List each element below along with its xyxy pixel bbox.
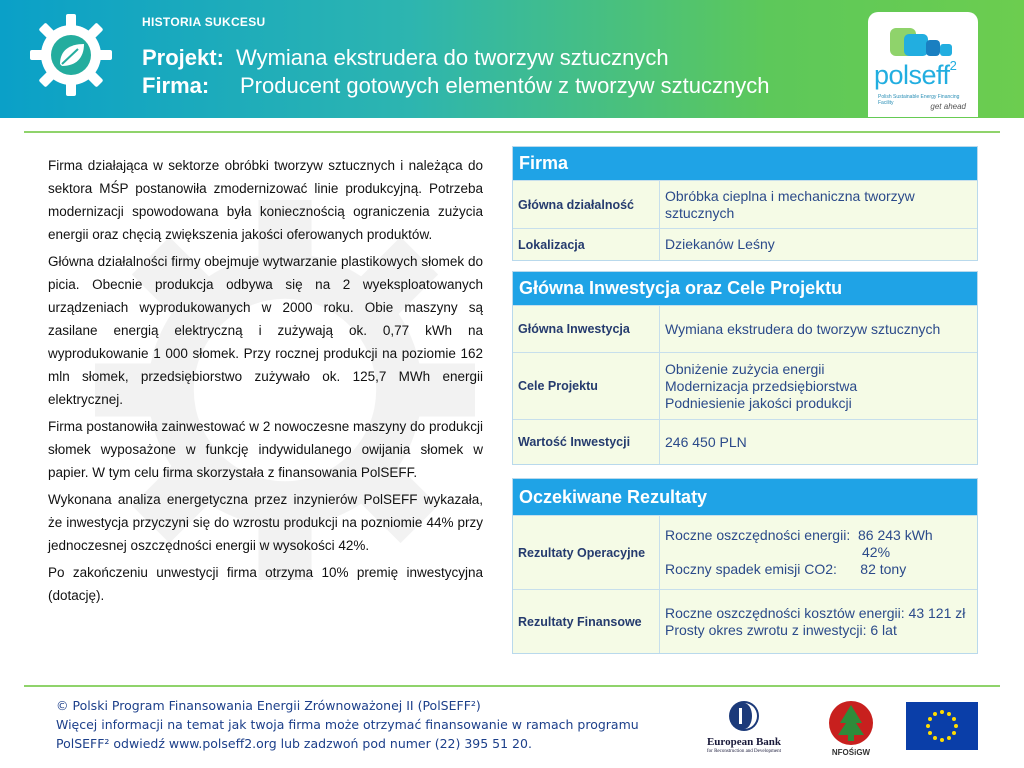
table-row xyxy=(513,419,977,464)
table-row xyxy=(513,180,977,228)
company-title xyxy=(142,73,769,99)
row-value: 246 450 PLN xyxy=(665,433,747,450)
story-body xyxy=(48,154,483,611)
row-key: Główna działalność xyxy=(513,181,660,228)
ebrd-name: European Bank xyxy=(706,736,782,748)
eu-flag-icon xyxy=(906,702,978,750)
table-row xyxy=(513,305,977,352)
ebrd-mark-icon xyxy=(728,700,760,732)
story-paragraph: Firma postanowiła zainwestować w 2 nowoczesne maszyny do produkcji słomek wyposażone w funkcję indywidulanego owijania słomek w papier. W tym celu firma skorzystała z finansowania PolSEFF. xyxy=(48,419,483,480)
row-key: Wartość Inwestycji xyxy=(513,420,660,464)
row-key: Lokalizacja xyxy=(513,229,660,260)
nfosigw-label: NFOŚiGW xyxy=(831,748,871,757)
project-label: Projekt: xyxy=(142,45,224,70)
project-title xyxy=(142,45,669,71)
company-value: Producent gotowych elementów z tworzyw sztucznych xyxy=(240,73,770,98)
row-value: Obniżenie zużycia energii Modernizacja przedsiębiorstwa Podniesienie jakości produkcji xyxy=(665,360,858,411)
row-key: Rezultaty Operacyjne xyxy=(513,516,660,589)
investment-panel xyxy=(512,271,978,465)
table-row xyxy=(513,352,977,419)
results-panel xyxy=(512,478,978,654)
logo-tagline: Polish Sustainable Energy Financing Facility xyxy=(878,94,960,106)
company-label: Firma: xyxy=(142,73,210,98)
top-divider xyxy=(24,131,1000,133)
row-value: Obróbka cieplna i mechaniczna tworzyw sztucznych xyxy=(665,187,915,221)
row-key: Cele Projektu xyxy=(513,353,660,419)
nfosigw-logo xyxy=(826,699,876,759)
logo-wordmark: polseff$^2$ xyxy=(874,58,957,90)
gear-leaf-icon xyxy=(30,14,112,96)
table-row xyxy=(513,515,977,589)
table-row xyxy=(513,228,977,260)
logo-squares-icon xyxy=(890,26,956,58)
story-paragraph: Firma działająca w sektorze obróbki tworzyw sztucznych i należąca do sektora MŚP postanowiła zmodernizować linie produkcyjną. Potrzeba modernizacji spowodowana była koniecznością ograniczenia zużycia energii oraz chęcią zwiększenia jakości oferowanych produktów. xyxy=(48,158,483,242)
ebrd-logo xyxy=(696,700,792,756)
story-paragraph: Wykonana analiza energetyczna przez inzynierów PolSEFF wykazała, że inwestycja przyczyni się do wzrostu produkcji na pozniomie 44% przy jednoczesnej oszczędności energii w wysokości 42%. xyxy=(48,492,483,553)
company-panel-title: Firma xyxy=(513,147,977,180)
ebrd-subtitle: for Reconstruction and Development xyxy=(706,749,781,754)
story-paragraph: Po zakończeniu unwestycji firma otrzyma 10% premię inwestycyjna (dotację). xyxy=(48,565,483,603)
results-panel-title: Oczekiwane Rezultaty xyxy=(513,479,977,515)
logo-slogan: get ahead xyxy=(930,102,966,111)
bottom-divider xyxy=(24,685,1000,687)
company-panel xyxy=(512,146,978,261)
row-value: Roczne oszczędności energii: 86 243 kWh 42% Roczny spadek emisji CO2: 82 tony xyxy=(665,527,933,577)
footer-info xyxy=(56,696,639,753)
success-story-kicker: HISTORIA SUKCESU xyxy=(142,15,266,29)
row-key: Główna Inwestycja xyxy=(513,306,660,352)
story-paragraph: Główna działalności firmy obejmuje wytwarzanie plastikowych słomek do picia. Obecnie produkcja odbywa się na 2 wyeksploatowanych urządzeniach wyprodukowanych w 2000 roku. Obie maszyny są zasilane energią elektryczną i zużywają ok. 0,77 kWh na wyprodukowanie 1 000 słomek. Przy rocznej produkcji na poziomie 162 mln słomek, przedsiębiorstwo zużywało ok. 125,7 MWh energii elektrycznej. xyxy=(48,254,483,407)
row-value: Roczne oszczędności kosztów energii: 43 121 zł Prosty okres zwrotu z inwestycji: 6 lat xyxy=(665,604,966,638)
row-value: Wymiana ekstrudera do tworzyw sztucznych xyxy=(665,320,941,337)
project-value: Wymiana ekstrudera do tworzyw sztucznych xyxy=(236,45,669,70)
nfosigw-tree-icon xyxy=(826,699,876,747)
row-key: Rezultaty Finansowe xyxy=(513,590,660,653)
footer-line: © Polski Program Finansowania Energii Zrównoważonej II (PolSEFF²) xyxy=(56,698,481,713)
row-value: Dziekanów Leśny xyxy=(665,236,775,252)
table-row xyxy=(513,589,977,653)
polseff-logo xyxy=(868,12,978,117)
investment-panel-title: Główna Inwestycja oraz Cele Projektu xyxy=(513,272,977,305)
footer-line: PolSEFF² odwiedź www.polseff2.org lub zadzwoń pod numer (22) 395 51 20. xyxy=(56,736,532,751)
footer-line: Więcej informacji na temat jak twoja firma może otrzymać finansowanie w ramach programu xyxy=(56,717,639,732)
header-banner xyxy=(0,0,1024,118)
